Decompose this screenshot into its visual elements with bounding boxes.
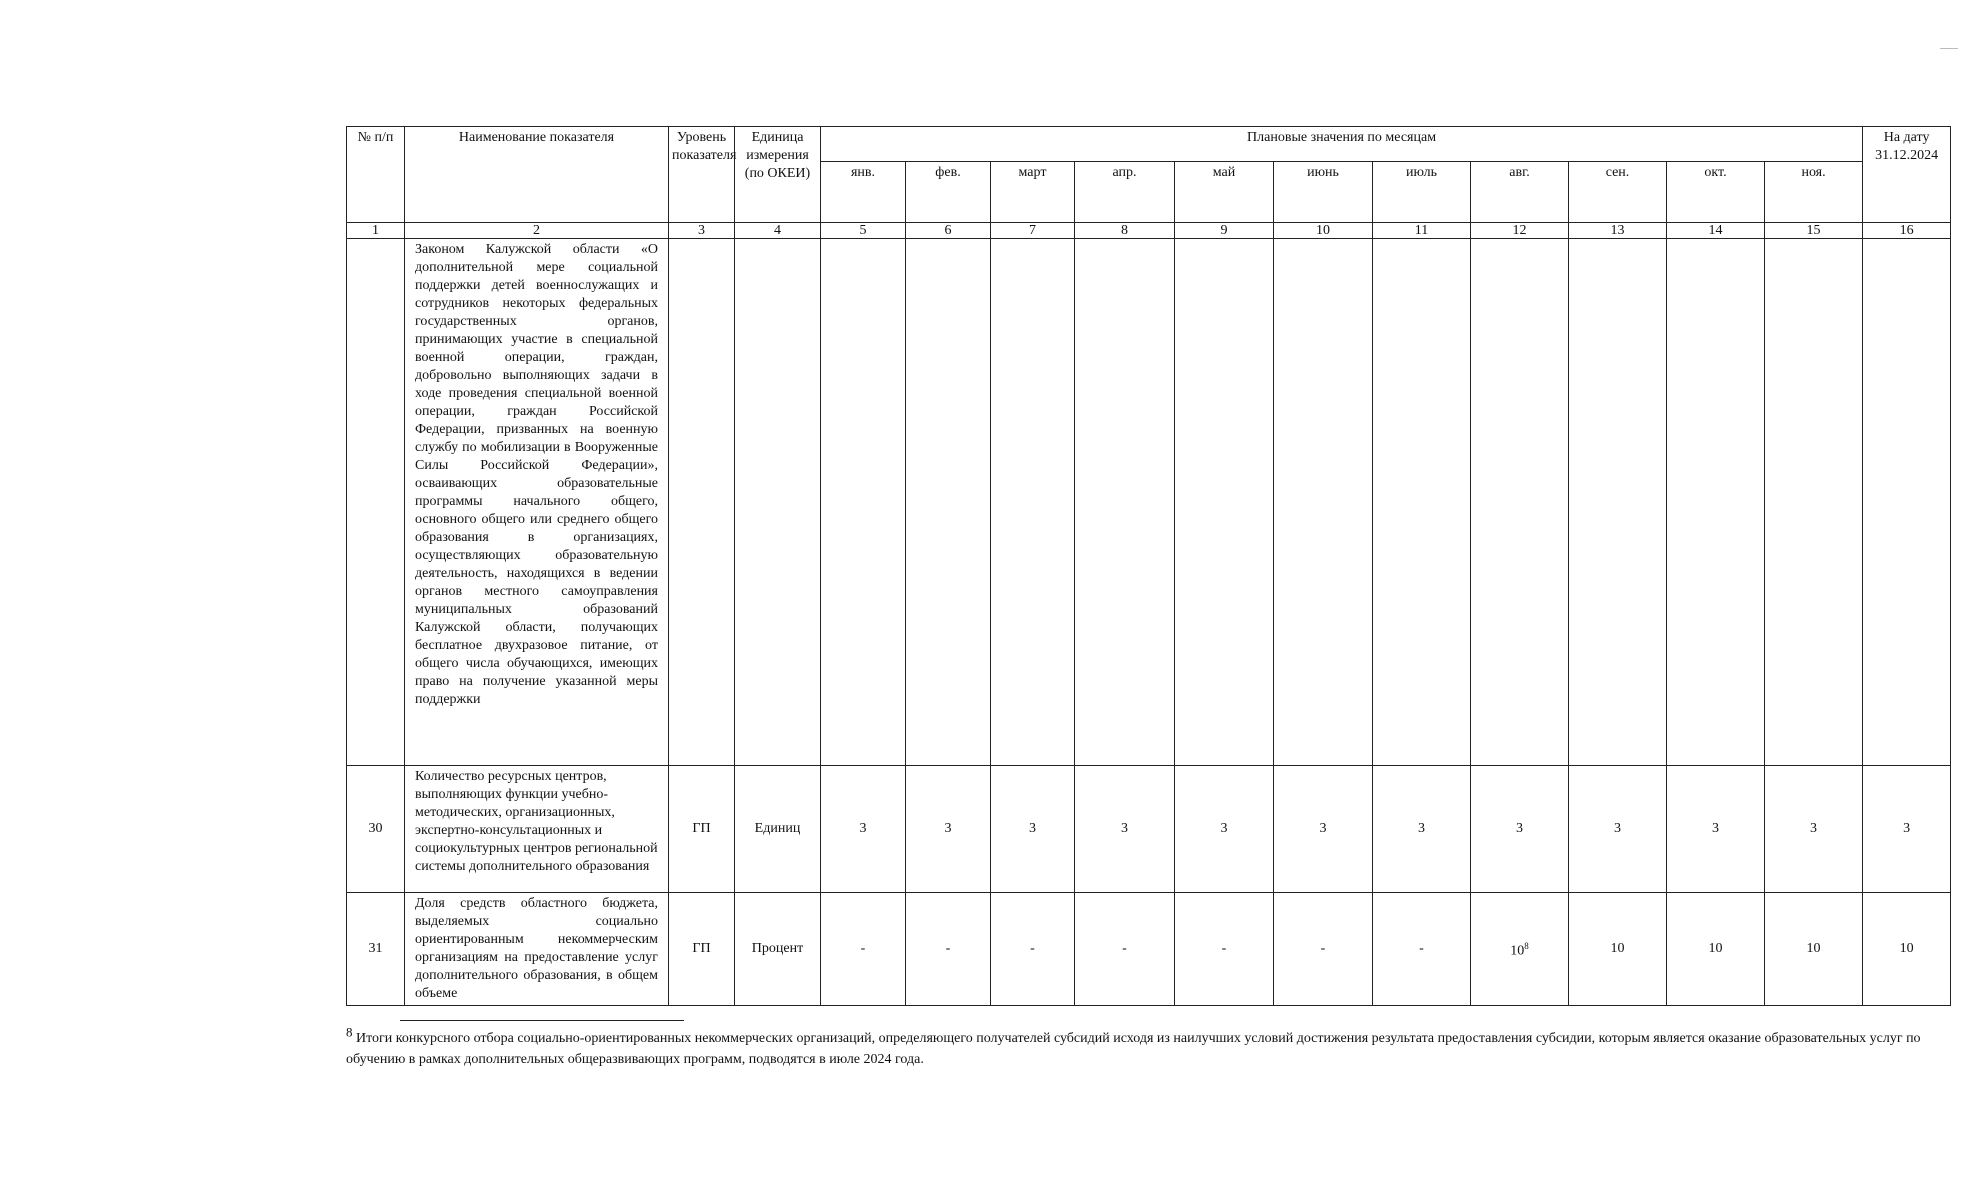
value-cell: -: [1075, 893, 1175, 1006]
table-row: [347, 239, 1951, 766]
header-plan: Плановые значения по месяцам: [821, 127, 1863, 162]
value-cell: 10: [1569, 893, 1667, 1006]
value-cell: [906, 239, 991, 766]
footnote-ref[interactable]: 8: [1524, 941, 1529, 952]
value-cell: 3: [1471, 766, 1569, 893]
value-cell: -: [906, 893, 991, 1006]
header-name: Наименование показателя: [405, 127, 669, 223]
col-number: 9: [1175, 223, 1274, 239]
row-num: [347, 239, 405, 766]
col-number: 5: [821, 223, 906, 239]
value-cell: [1765, 239, 1863, 766]
month-may: май: [1175, 162, 1274, 223]
month-jan: янв.: [821, 162, 906, 223]
col-number: 4: [735, 223, 821, 239]
value-cell: -: [1373, 893, 1471, 1006]
col-number: 3: [669, 223, 735, 239]
value-cell: -: [1175, 893, 1274, 1006]
month-apr: апр.: [1075, 162, 1175, 223]
value-cell: [1667, 239, 1765, 766]
row-name: Законом Калужской области «О дополнительной мере социальной поддержки детей военнослужащих и сотрудников некоторых федеральных государственных органов, принимающих участие в специальной военной операции, граждан, добровольно выполняющих задачи в ходе проведения специальной военной операции, граждан Российской Федерации, призванных на военную службу по мобилизации в Вооруженные Силы Российской Федерации», осваивающих образовательные программы начального общего, основного общего или среднего общего образования в организациях, осуществляющих образовательную деятельность, находящихся в ведении органов местного самоуправления муниципальных образований Калужской области, получающих бесплатное двухразовое питание, от общего числа обучающихся, имеющих право на получение указанной меры поддержки: [405, 239, 669, 766]
value-cell: [991, 239, 1075, 766]
value-cell: -: [991, 893, 1075, 1006]
row-unit: Процент: [735, 893, 821, 1006]
row-unit: [735, 239, 821, 766]
value-cell: 10: [1667, 893, 1765, 1006]
col-number: 15: [1765, 223, 1863, 239]
col-number: 14: [1667, 223, 1765, 239]
value-cell: 10: [1863, 893, 1951, 1006]
row-unit: Единиц: [735, 766, 821, 893]
table-row: [347, 893, 1951, 1006]
value-cell: 3: [1175, 766, 1274, 893]
value-cell: 3: [1569, 766, 1667, 893]
header-num: № п/п: [347, 127, 405, 223]
value-cell: [1075, 239, 1175, 766]
month-jul: июль: [1373, 162, 1471, 223]
value-cell-aug: [1471, 893, 1569, 1006]
col-number: 1: [347, 223, 405, 239]
value-cell: [1175, 239, 1274, 766]
value-cell: 3: [1765, 766, 1863, 893]
value-cell: 3: [821, 766, 906, 893]
col-number: 13: [1569, 223, 1667, 239]
footnote: [346, 1024, 1950, 1070]
indicators-table: [346, 126, 1951, 1006]
row-level: [669, 239, 735, 766]
row-name: Количество ресурсных центров, выполняющих функции учебно-методических, организационных, экспертно-консультационных и социокультурных центров региональной системы дополнительного образования: [405, 766, 669, 893]
col-number: 8: [1075, 223, 1175, 239]
header-unit: Единица измерения (по ОКЕИ): [735, 127, 821, 223]
footnote-mark: 8: [346, 1024, 353, 1040]
value-cell: 3: [1667, 766, 1765, 893]
month-aug: авг.: [1471, 162, 1569, 223]
value-cell: 3: [991, 766, 1075, 893]
header-date: На дату 31.12.2024: [1863, 127, 1951, 223]
col-number: 11: [1373, 223, 1471, 239]
header-row-1: [347, 127, 1951, 162]
value-cell: [1274, 239, 1373, 766]
value-cell: [1569, 239, 1667, 766]
month-jun: июнь: [1274, 162, 1373, 223]
col-number: 16: [1863, 223, 1951, 239]
value-cell: [1471, 239, 1569, 766]
row-num: 31: [347, 893, 405, 1006]
header-level: Уровень показателя: [669, 127, 735, 223]
value-cell: 3: [1863, 766, 1951, 893]
row-name: Доля средств областного бюджета, выделяемых социально ориентированным некоммерческим организациям на предоставление услуг дополнительного образования, в общем объеме: [405, 893, 669, 1006]
value-cell: -: [821, 893, 906, 1006]
value-cell: 3: [1373, 766, 1471, 893]
value-cell: 3: [1075, 766, 1175, 893]
value-cell: -: [1274, 893, 1373, 1006]
month-feb: фев.: [906, 162, 991, 223]
scan-mark: [1940, 48, 1958, 49]
column-numbers-row: [347, 223, 1951, 239]
col-number: 7: [991, 223, 1075, 239]
row-level: ГП: [669, 893, 735, 1006]
row-level: ГП: [669, 766, 735, 893]
footnote-separator: [400, 1020, 684, 1021]
month-nov: ноя.: [1765, 162, 1863, 223]
aug-value: 10: [1510, 943, 1525, 959]
col-number: 10: [1274, 223, 1373, 239]
col-number: 6: [906, 223, 991, 239]
value-cell: 3: [906, 766, 991, 893]
col-number: 12: [1471, 223, 1569, 239]
table-row: [347, 766, 1951, 893]
month-oct: окт.: [1667, 162, 1765, 223]
value-cell: [1863, 239, 1951, 766]
value-cell: 3: [1274, 766, 1373, 893]
value-cell: [821, 239, 906, 766]
row-num: 30: [347, 766, 405, 893]
col-number: 2: [405, 223, 669, 239]
footnote-text: Итоги конкурсного отбора социально-ориентированных некоммерческих организаций, определяющего получателей субсидий исходя из наилучших условий достижения результата предоставления субсидии, которым является оказание образовательных услуг по обучению в рамках дополнительных общеразвивающих программ, подводятся в июле 2024 года.: [346, 1031, 1921, 1067]
month-sep: сен.: [1569, 162, 1667, 223]
month-mar: март: [991, 162, 1075, 223]
value-cell: [1373, 239, 1471, 766]
value-cell: 10: [1765, 893, 1863, 1006]
